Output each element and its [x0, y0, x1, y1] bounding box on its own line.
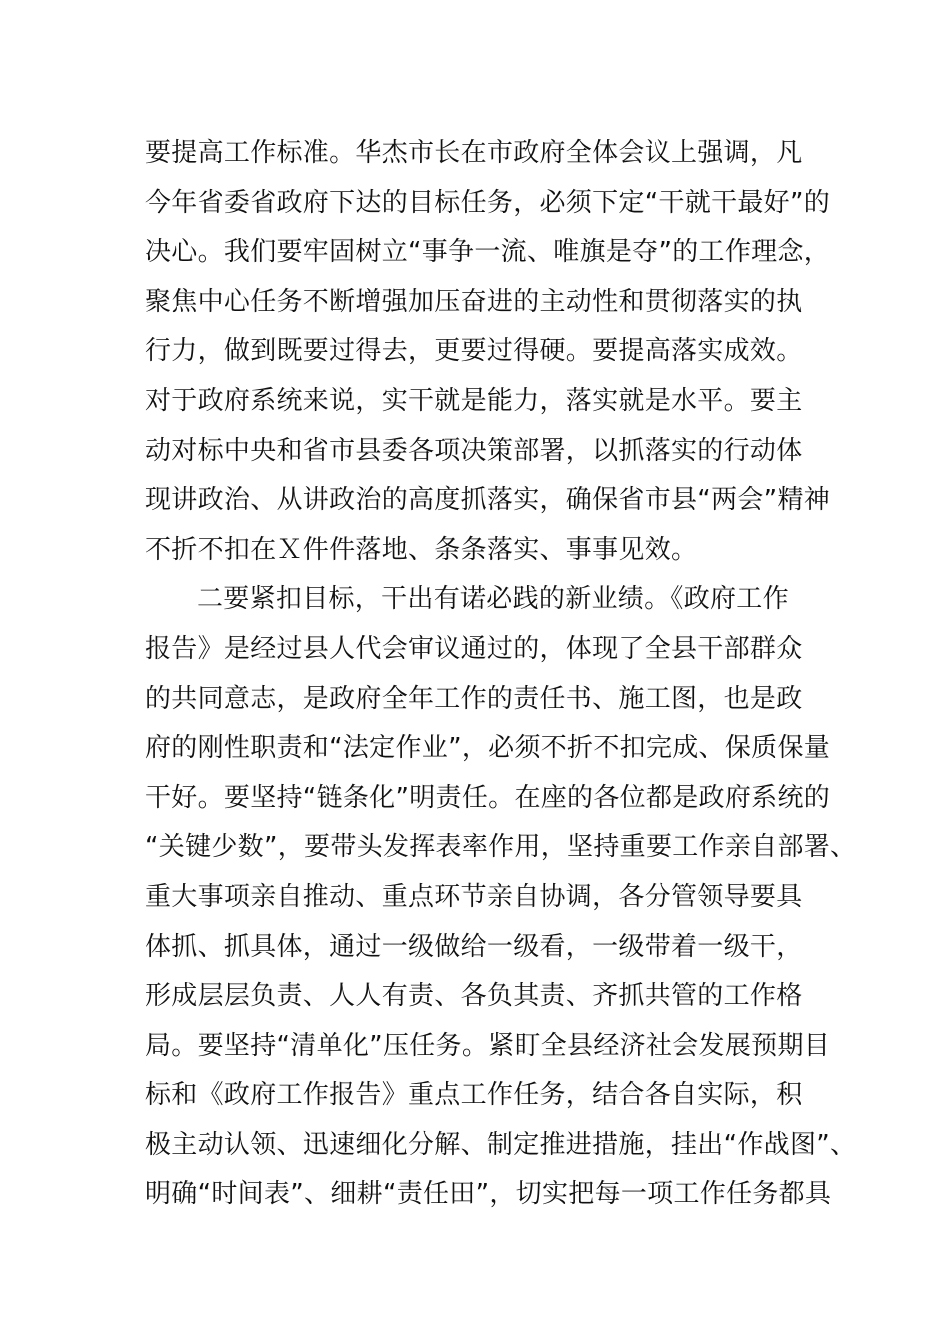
text-line: 重大事项亲自推动、重点环节亲自协调，各分管领导要具 — [145, 881, 803, 912]
text-line: 干好。要坚持“链条化”明责任。在座的各位都是政府系统的 — [145, 782, 831, 813]
paragraph-start-line: 二要紧扣目标，干出有诺必践的新业绩。《政府工作 — [197, 584, 789, 615]
text-line: 聚焦中心任务不断增强加压奋进的主动性和贯彻落实的执 — [145, 286, 803, 317]
text-line: 标和《政府工作报告》重点工作任务，结合各自实际，积 — [145, 1080, 803, 1111]
text-line: 极主动认领、迅速细化分解、制定推进措施，挂出“作战图”、 — [145, 1129, 857, 1160]
text-line: 体抓、抓具体，通过一级做给一级看，一级带着一级干， — [145, 931, 803, 962]
text-line: 府的刚性职责和“法定作业”，必须不折不扣完成、保质保量 — [145, 733, 831, 764]
text-line: 今年省委省政府下达的目标任务，必须下定“干就干最好”的 — [145, 187, 831, 218]
text-line: 要提高工作标准。华杰市长在市政府全体会议上强调，凡 — [145, 138, 803, 168]
text-line: 不折不扣在Ｘ件件落地、条条落实、事事见效。 — [145, 534, 698, 565]
text-line: 形成层层负责、人人有责、各负其责、齐抓共管的工作格 — [145, 981, 803, 1012]
text-line: 明确“时间表”、细耕“责任田”，切实把每一项工作任务都具 — [145, 1179, 832, 1210]
text-line: 报告》是经过县人代会审议通过的，体现了全县干部群众 — [145, 633, 803, 664]
text-line: 对于政府系统来说，实干就是能力，落实就是水平。要主 — [145, 385, 803, 416]
body-text — [145, 129, 857, 1220]
text-line: 决心。我们要牢固树立“事争一流、唯旗是夺”的工作理念， — [145, 237, 831, 268]
text-line: 的共同意志，是政府全年工作的责任书、施工图，也是政 — [145, 683, 803, 714]
text-line: “关键少数”，要带头发挥表率作用，坚持重要工作亲自部署、 — [145, 832, 857, 863]
text-line: 行力，做到既要过得去，更要过得硬。要提高落实成效。 — [145, 336, 803, 367]
text-line: 动对标中央和省市县委各项决策部署，以抓落实的行动体 — [145, 435, 803, 466]
text-line: 现讲政治、从讲政治的高度抓落实，确保省市县“两会”精神 — [145, 485, 831, 516]
text-line: 局。要坚持“清单化”压任务。紧盯全县经济社会发展预期目 — [145, 1030, 831, 1061]
